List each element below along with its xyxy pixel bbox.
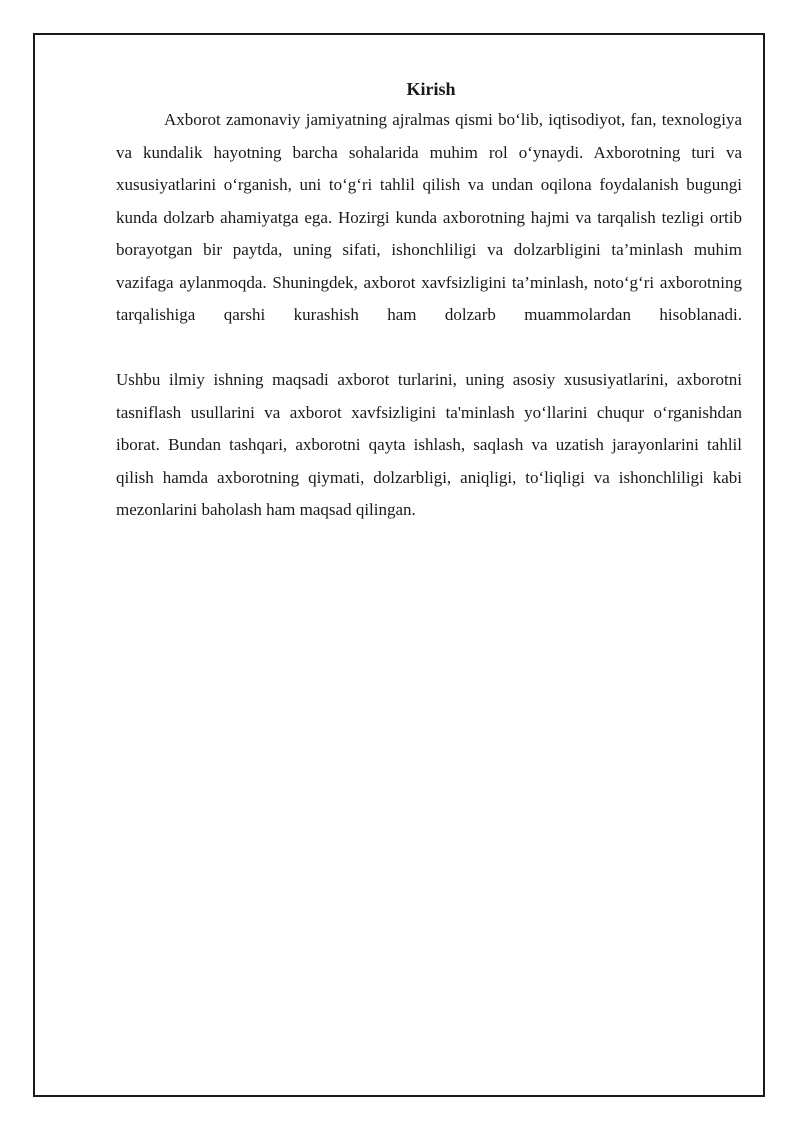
paragraph-spacer xyxy=(116,332,742,365)
paragraph-purpose: Ushbu ilmiy ishning maqsadi axborot turlarini, uning asosiy xususiyatlarini, axborotni tasniflash usullarini va axborot xavfsizligini ta'minlash yo‘llarini chuqur o‘rganishdan iborat. Bundan tashqari, axborotni qayta ishlash, saqlash va uzatish jarayonlarini tahlil qilish hamda axborotning qiymati, dolzarbligi, aniqligi, to‘liqligi va ishonchliligi kabi mezonlarini baholash ham maqsad qilingan. xyxy=(116,370,742,519)
document-body xyxy=(116,72,742,527)
paragraph-introduction: Axborot zamonaviy jamiyatning ajralmas qismi bo‘lib, iqtisodiyot, fan, texnologiya va kundalik hayotning barcha sohalarida muhim rol o‘ynaydi. Axborotning turi va xususiyatlarini o‘rganish, uni to‘g‘ri tahlil qilish va undan oqilona foydalanish bugungi kunda dolzarb ahamiyatga ega. Hozirgi kunda axborotning hajmi va tarqalish tezligi ortib borayotgan bir paytda, uning sifati, ishonchliligi va dolzarbligini ta’minlash muhim vazifaga aylanmoqda. Shuningdek, axborot xavfsizligini ta’minlash, noto‘g‘ri axborotning tarqalishiga qarshi kurashish ham dolzarb muammolardan hisoblanadi. xyxy=(116,110,742,324)
document-title: Kirish xyxy=(406,79,456,99)
